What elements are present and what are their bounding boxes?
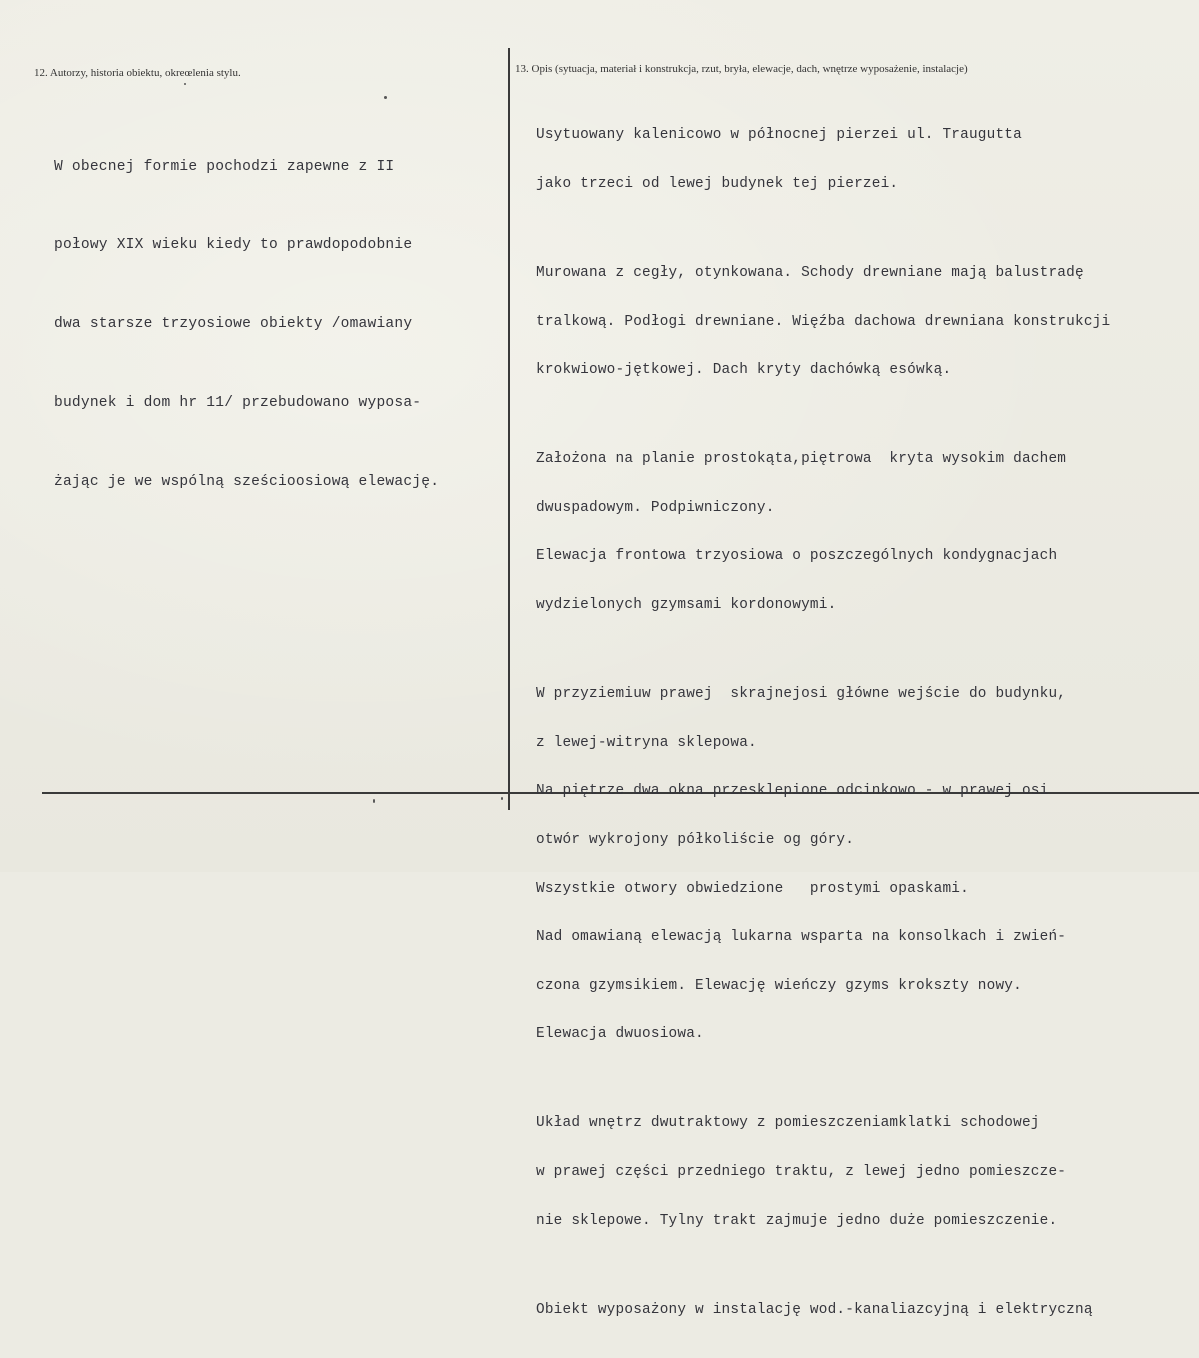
description-paragraph-installations xyxy=(536,1269,1198,1350)
description-line: Murowana z cegły, otynkowana. Schody drewniane mają balustradę xyxy=(536,265,1084,282)
description-line: nie sklepowe. Tylny trakt zajmuje jedno duże pomieszczenie. xyxy=(536,1212,1058,1229)
description-line: Elewacja frontowa trzyosiowa o poszczególnych kondygnacjach xyxy=(536,548,1058,565)
description-line: tralkową. Podłogi drewniane. Więźba dachowa drewniana konstrukcji xyxy=(536,313,1111,330)
description-line: jako trzeci od lewej budynek tej pierzei. xyxy=(536,176,899,193)
history-line: żając je we wspólną sześcioosiową elewację. xyxy=(54,474,440,491)
description-line: w prawej części przedniego traktu, z lewej jedno pomieszcze- xyxy=(536,1164,1067,1180)
section-13-heading: 13. Opis (sytuacja, materiał i konstrukcja, rzut, bryła, elewacje, dach, wnętrze wyposażenie, instalacje) xyxy=(515,63,968,75)
ink-speck xyxy=(501,797,503,800)
description-paragraph-interior xyxy=(536,1083,1198,1261)
description-line: Nad omawianą elewacją lukarna wsparta na konsolkach i zwień- xyxy=(536,929,1067,946)
description-line: Elewacja dwuosiowa. xyxy=(536,1026,704,1043)
description-line: otwór wykrojony półkoliście og góry. xyxy=(536,831,855,848)
description-line: krokwiowo-jętkowej. Dach kryty dachówką esówką. xyxy=(536,362,952,379)
description-paragraph-facade xyxy=(536,654,1198,1075)
description-line: czona gzymsikiem. Elewację wieńczy gzyms krokszty nowy. xyxy=(536,977,1022,994)
description-line: wydzielonych gzymsami kordonowymi. xyxy=(536,597,837,614)
description-paragraph-materials xyxy=(536,233,1198,411)
description-text xyxy=(536,95,1198,1358)
description-line: W przyziemiuw prawej skrajnejosi główne wejście do budynku, xyxy=(536,686,1067,703)
description-paragraph-location xyxy=(536,95,1198,225)
history-line: W obecnej formie pochodzi zapewne z II xyxy=(54,158,395,175)
history-text xyxy=(54,101,439,548)
description-line: Wszystkie otwory obwiedzione prostymi opaskami. xyxy=(536,880,969,897)
description-line: dwuspadowym. Podpiwniczony. xyxy=(536,499,775,516)
section-12-heading: 12. Autorzy, historia obiektu, okreœlenia stylu. xyxy=(34,67,241,79)
description-line: Na piętrze dwa okna przesklepione odcinkowo - w prawej osi xyxy=(536,783,1049,800)
description-line: Założona na planie prostokąta,piętrowa kryta wysokim dachem xyxy=(536,451,1067,468)
ink-speck xyxy=(373,799,375,803)
history-line: budynek i dom hr 11/ przebudowano wyposa- xyxy=(54,395,422,412)
history-line: połowy XIX wieku kiedy to prawdopodobnie xyxy=(54,237,413,254)
description-line: Usytuowany kalenicowo w północnej pierzei ul. Traugutta xyxy=(536,127,1022,144)
history-line: dwa starsze trzyosiowe obiekty /omawiany xyxy=(54,316,413,333)
ink-speck xyxy=(184,83,186,85)
description-line: z lewej-witryna sklepowa. xyxy=(536,734,757,751)
description-line: Układ wnętrz dwutraktowy z pomieszczeniamklatki schodowej xyxy=(536,1115,1040,1132)
description-paragraph-plan xyxy=(536,419,1198,646)
column-divider xyxy=(508,48,510,810)
description-line: Obiekt wyposażony w instalację wod.-kanaliazcyjną i elektryczną xyxy=(536,1301,1093,1318)
ink-speck xyxy=(384,96,387,99)
